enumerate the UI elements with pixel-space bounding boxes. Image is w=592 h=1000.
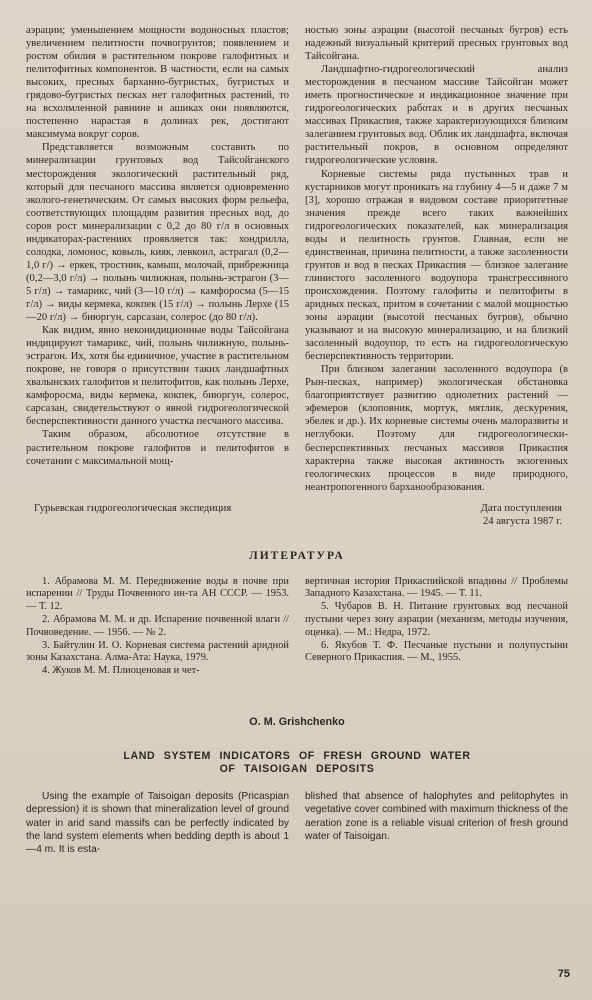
english-title-line: LAND SYSTEM INDICATORS OF FRESH GROUND WATER [123,750,471,763]
english-abstract [26,790,568,856]
body-paragraph: ностью зоны аэрации (высотой песчаных бугров) есть надежный визуальный критерий пресных грунтовых вод Тайсойгана. [305,25,568,63]
references-column-right [305,576,568,678]
article-footer [26,502,568,528]
references-title: ЛИТЕРАТУРА [249,549,345,562]
page-number: 75 [557,968,570,980]
received-label: Дата поступления [480,502,562,514]
english-title [26,750,568,776]
body-paragraph: Таким образом, абсолютное отсутствие в растительном покрове галофитов и пелитофитов в сочетании с максимальной мощ- [26,429,289,467]
body-paragraph: Представляется возможным составить по минерализации грунтовых вод Тайсойганского месторождения экологический растительный ряд, который для песчаного массива является одновременно эколого-генетическим. От самых высоких форм рельефа, соответствующих площадям развития пресных вод, до соров рост минерализации с 0,2 до 80 г/л в основных индикаторах-растениях проявляется так: хондрилла, солодка, ломонос, ковыль, кияк, левкоил, астрагал (0,2—1,0 г/) → еркек, тростник, камыш, молочай, прибрежница (0,2—3,0 г/л) → полынь чилижная, полынь-эстрагон (3—5 г/л) → тамарикс, чий (3—10 г/л) → камфоросма (5—15 г/л) → виды кермека, кокпек (15 г/л) → полынь Лерхе (15—20 г/л) → биюргун, сарсазан, солерос (до 80 г/л). [26,142,289,324]
references-column-left [26,576,289,678]
english-author: O. M. Grishchenko [249,716,345,729]
references-list [26,576,568,678]
body-column-left [26,24,289,494]
abstract-column-left [26,790,289,856]
body-text [26,24,568,494]
received-date: 24 августа 1987 г. [482,515,562,527]
reference-item: 5. Чубаров В. Н. Питание грунтовых вод песчаной пустыни через зону аэрации (механизм, методы изучения, оценка). — М.: Недра, 1972. [305,601,568,638]
reference-item: 2. Абрамова М. М. и др. Испарение почвенной влаги // Почвоведение. — 1956. — № 2. [26,614,289,638]
body-column-right [305,24,568,494]
body-paragraph: Ландшафтно-гидрогеологический анализ месторождения в песчаном массиве Тайсойган может иметь прогностическое и индикационное значение при гидрогеологических работах и в других песчаных массивах Прикаспия, также характеризующихся близким залеганием грунтовых вод. Облик их ландшафта, включая растительный покров, в основном определяют гидрогеологические условия. [305,64,568,167]
body-paragraph: Корневые системы ряда пустынных трав и кустарников могут проникать на глубину 4—5 и даже 7 м [3], хорошо отражая в видовом составе приоритетные значения прежде всего таких важнейших гидрогеологических показателей, как минерализация воды и пелитность грунтов. Главная, если не единственная, причина пелитности, а также засоленности грунтов и вод в песках Прикаспия — близкое залегание глинистого засоленного водоупора трансгрессивного происхождения. Поэтому галофиты и пелитофиты в аридных песках, притом в сочетании с малой мощностью зоны аэрации (высотой песчаных бугров), обычно указывают и на высокую минерализацию, и на близкий засоленный водоупор, то есть на гидрогеологическую бесперспективность территории. [305,168,568,363]
reference-item: 4. Жуков М. М. Плиоценовая и чет- [42,665,200,677]
reference-item: 6. Якубов Т. Ф. Песчаные пустыни и полупустыни Северного Прикаспия. — М., 1955. [305,639,568,664]
reference-item: 1. Абрамова М. М. Передвижение воды в почве при испарении // Труды Почвенного ин-та АН СССР. — 1953. — Т. 12. [26,575,289,613]
received-date-block [481,502,568,528]
body-paragraph: При близком залегании засоленного водоупора (в Рын-песках, например) экологическая обстановка благоприятствует развитию однолетних растений — эфемеров (клоповник, мортук, мятлик, дескурения, эбелек и др.). Их корневые системы очень малоразвиты и неглубоки. Поэтому для гидрогеологически-бесперспективных песчаных массивов Прикаспия характерна также высокая активность экзогенных геологических процессов в виде природного, неантропогенного барханообразования. [305,364,568,493]
english-title-line: OF TAISOIGAN DEPOSITS [219,763,375,776]
abstract-paragraph: Using the example of Taisoigan deposits (Pricaspian depression) it is shown that mineralization level of ground water in arid sand massifs can be perfectly indicated by the land system elements when bedding depth is about 1—4 m. It is esta- [26,791,289,856]
body-paragraph: аэрации; уменьшением мощности водоносных пластов; увеличением пелитности почвогрунтов; появлением и ростом обилия в растительном покрове галофитных и пелитофитных компонентов. В частности, если на самых высоких, пресных барханно-бугристых, бугристых и грядово-бугристых песках нет галофитных растений, то на всхолмленной равнине и ашиках они появляются, постепенно нарастая в долинах рек, достигают максимума вокруг соров. [26,25,289,141]
affiliation: Гурьевская гидрогеологическая экспедиция [34,502,232,514]
body-paragraph: Как видим, явно неконидиционные воды Тайсойгана индицируют тамарикс, чий, полынь чилижную, полынь-эстрагон. Их, хотя бы единичное, участие в растительном покрове, не говоря о присутствии таких ландшафтных хвалынских галофитов и пелитофитов, как полынь Лерхе, камфоросма, виды кермека, кокпек, биюргун, солерос, сарсазан, свидетельствуют о явной гидрогеологической бесперспективности данного участка песчаного массива. [26,325,289,428]
abstract-paragraph: blished that absence of halophytes and pelitophytes in vegetative cover combined with maximum thickness of the aeration zone is a reliable visual criterion of fresh ground water of Taisoigan. [305,791,568,842]
reference-item-continued: вертичная история Прикаспийской впадины // Проблемы Западного Казахстана. — 1945. — Т. 11. [305,575,568,600]
reference-item: 3. Байтулин И. О. Корневая система растений аридной зоны Казахстана. Алма-Ата: Наука, 1979. [26,639,289,664]
abstract-column-right [305,790,568,856]
